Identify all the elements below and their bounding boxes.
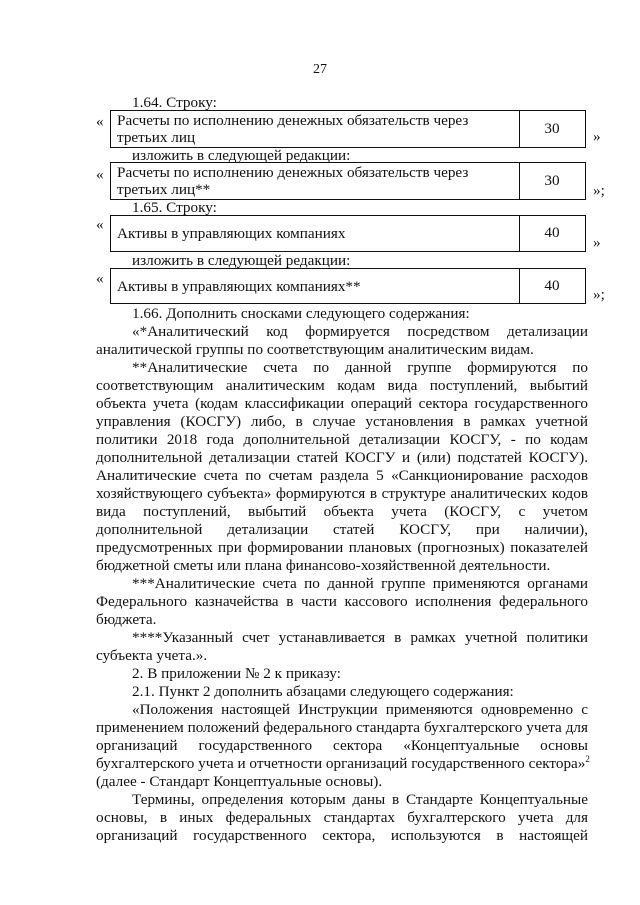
close-quote-semicolon: »; bbox=[593, 182, 605, 199]
paragraph-line: применением положений федерального стандарта бухгалтерского учета для bbox=[96, 719, 588, 736]
paragraph-line: организаций государственного сектора, используются в настоящей bbox=[96, 827, 588, 844]
row-text-line-2: третьих лиц** bbox=[117, 181, 211, 198]
open-quote: « bbox=[96, 113, 104, 130]
open-quote: « bbox=[96, 270, 104, 287]
row-text-line-1: Расчеты по исполнению денежных обязательств через bbox=[117, 164, 469, 181]
paragraph-line: аналитической группы по соответствующим аналитическим видам. bbox=[96, 341, 534, 358]
paragraph-line: политики 2018 года дополнительной детализации КОСГУ, - по кодам bbox=[96, 431, 588, 448]
paragraph-line: дополнительной детализации статей КОСГУ и (или) подстатей КОСГУ). bbox=[96, 449, 588, 466]
paragraph-line-with-footnote bbox=[96, 755, 590, 773]
row-text: Активы в управляющих компаниях** bbox=[117, 278, 361, 295]
item-1-64-heading: 1.64. Строку: bbox=[132, 94, 217, 111]
paragraph-line: предусмотренных при формировании плановых (прогнозных) показателей bbox=[96, 539, 588, 556]
paragraph-line: 2. В приложении № 2 к приказу: bbox=[132, 665, 341, 682]
paragraph-line: «*Аналитический код формируется посредством детализации bbox=[132, 323, 588, 340]
paragraph-line: основы, в иных федеральных стандартах бухгалтерского учета для bbox=[96, 809, 588, 826]
paragraph-line: (далее - Стандарт Концептуальные основы). bbox=[96, 773, 383, 790]
row-value: 40 bbox=[544, 224, 560, 241]
table-row-old-2 bbox=[110, 215, 586, 252]
row-value: 30 bbox=[544, 172, 560, 189]
open-quote: « bbox=[96, 216, 104, 233]
close-quote-semicolon: »; bbox=[593, 286, 605, 303]
row-text-line-1: Расчеты по исполнению денежных обязательств через bbox=[117, 112, 469, 129]
close-quote: » bbox=[593, 234, 601, 251]
replace-instruction: изложить в следующей редакции: bbox=[132, 147, 351, 164]
paragraph-line: вида поступлений, выбытий объекта учета (КОСГУ, с учетом bbox=[96, 503, 588, 520]
page-number: 27 bbox=[313, 62, 327, 77]
table-row-old-1 bbox=[110, 110, 586, 148]
paragraph-line: субъекта учета.». bbox=[96, 647, 208, 664]
table-row-new-2 bbox=[110, 268, 586, 304]
paragraph-line: соответствующим аналитическим кодам вида поступлений, выбытий bbox=[96, 377, 588, 394]
paragraph-line: ***Аналитические счета по данной группе применяются органами bbox=[132, 575, 588, 592]
paragraph-line: бухгалтерского учета и отчетности организаций государственного сектора» bbox=[96, 755, 586, 772]
paragraph-line: бюджетной сметы или плана финансово-хозяйственной деятельности. bbox=[96, 557, 551, 574]
paragraph-line: Федерального казначейства в части кассового исполнения федерального bbox=[96, 593, 588, 610]
open-quote: « bbox=[96, 166, 104, 183]
table-row-new-1 bbox=[110, 162, 586, 200]
row-value: 40 bbox=[544, 277, 560, 294]
paragraph-line: дополнительной детализации статей КОСГУ, при наличии), bbox=[96, 521, 588, 538]
paragraph-line: организаций государственного сектора «Концептуальные основы bbox=[96, 737, 588, 754]
paragraph-line: **Аналитические счета по данной группе формируются по bbox=[132, 359, 588, 376]
row-text-line-2: третьих лиц bbox=[117, 129, 196, 146]
paragraph-line: хозяйствующего субъекта» формируются в структуре аналитических кодов bbox=[96, 485, 588, 502]
replace-instruction: изложить в следующей редакции: bbox=[132, 252, 351, 269]
paragraph-line: ****Указанный счет устанавливается в рамках учетной политики bbox=[132, 629, 588, 646]
row-text: Активы в управляющих компаниях bbox=[117, 225, 346, 242]
paragraph-line: объекта учета (кодам классификации операций сектора государственного bbox=[96, 395, 588, 412]
paragraph-line: Термины, определения которым даны в Стандарте Концептуальные bbox=[132, 791, 588, 808]
paragraph-line: управления (КОСГУ) либо, в случае установления в рамках учетной bbox=[96, 413, 588, 430]
paragraph-line: 2.1. Пункт 2 дополнить абзацами следующего содержания: bbox=[132, 683, 514, 700]
paragraph-line: Аналитические счета по счетам раздела 5 «Санкционирование расходов bbox=[96, 467, 588, 484]
paragraph-line: бюджета. bbox=[96, 611, 157, 628]
row-value: 30 bbox=[544, 120, 560, 137]
item-1-65-heading: 1.65. Строку: bbox=[132, 199, 217, 216]
close-quote: » bbox=[593, 128, 601, 145]
footnote-ref: 2 bbox=[585, 754, 590, 764]
paragraph-line: «Положения настоящей Инструкции применяются одновременно с bbox=[132, 701, 588, 718]
paragraph-line: 1.66. Дополнить сносками следующего содержания: bbox=[132, 305, 470, 322]
